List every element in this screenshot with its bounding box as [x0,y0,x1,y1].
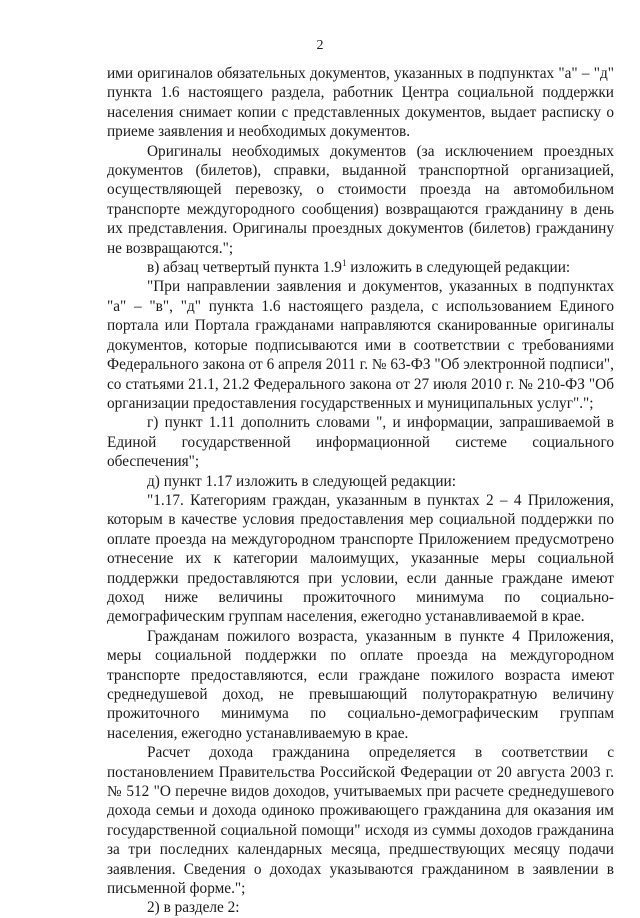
item-v-superscript: 1 [341,257,347,268]
item-v-text: в) абзац четвертый пункта 1.9 [147,259,342,277]
paragraph-originals-returned: Оригиналы необходимых документов (за исключением проездных документов (билетов), справки, выданной транспортной организацией, осуществляющей перевозку, о стоимости проезда на автомобильном транспорте междугородного сообщения) возвращаются гражданину в день их представления. Оригиналы проездных документов (билетов) гражданину не возвращаются."; [107,142,614,257]
paragraph-item-g: г) пункт 1.11 дополнить словами ", и информации, запрашиваемой в Единой государственной информационной системе социального обеспечения"; [107,414,614,471]
item-v-tail: изложить в следующей редакции: [346,259,571,277]
paragraph-income-calculation: Расчет дохода гражданина определяется в соответствии с постановлением Правительства Российской Федерации от 20 августа 2003 г. № 512 "О перечне видов доходов, учитываемых при расчете среднедушевого дохода семьи и дохода одиноко проживающего гражданина для оказания им государственной социальной помощи" исходя из суммы доходов гражданина за три последних календарных месяца, предшествующих месяцу подачи заявления. Сведения о доходах указываются гражданином в заявлении в письменной форме."; [107,744,614,898]
paragraph-portal-submission: "При направлении заявления и документов, указанных в подпунктах "а" – "в", "д" пункта 1.6 настоящего раздела, с использованием Единого портала или Портала гражданами направляются сканированные оригиналы документов, которые подписываются ими в соответствии с требованиями Федерального закона от 6 апреля 2011 г. № 63-ФЗ "Об электронной подписи", со статьями 21.1, 21.2 Федерального закона от 27 июля 2010 г. № 210-ФЗ "Об организации предоставления государственных и муниципальных услуг"."; [107,278,614,412]
document-body [107,64,614,918]
paragraph-item-v [107,258,614,277]
page-number: 2 [316,38,324,53]
paragraph-section-2: 2) в разделе 2: [147,899,240,917]
paragraph-originals-copies: ими оригиналов обязательных документов, указанных в подпунктах "а" – "д" пункта 1.6 настоящего раздела, работник Центра социальной поддержки населения снимает копии с представленных документов, выдает расписку о приеме заявления и необходимых документов. [107,65,614,141]
paragraph-clause-1-17: "1.17. Категориям граждан, указанным в пунктах 2 – 4 Приложения, которым в качестве условия предоставления мер социальной поддержки по оплате проезда на междугородном транспорте Приложением предусмотрено отнесение их к категории малоимущих, указанные меры социальной поддержки предоставляются при условии, если данные граждане имеют доход ниже величины прожиточного минимума по социально-демографическим группам населения, ежегодно устанавливаемой в крае. [107,491,614,626]
paragraph-item-d: д) пункт 1.17 изложить в следующей редакции: [147,472,456,490]
paragraph-elderly-citizens: Гражданам пожилого возраста, указанным в пункте 4 Приложения, меры социальной поддержки по оплате проезда на междугородном транспорте предоставляются, если граждане пожилого возраста имеют среднедушевой доход, не превышающий полуторакратную величину прожиточного минимума по социально-демографическим группам населения, ежегодно устанавливаемую в крае. [107,627,614,742]
